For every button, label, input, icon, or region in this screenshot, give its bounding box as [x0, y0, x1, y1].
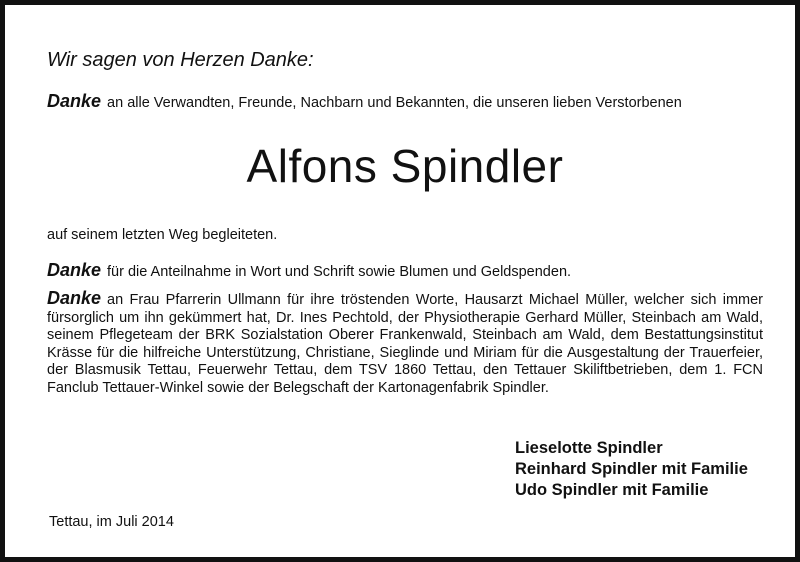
deceased-name: Alfons Spindler — [246, 140, 564, 192]
thanks-sympathy-line — [47, 260, 571, 281]
danke-keyword: Danke — [47, 260, 102, 280]
signer-name: Reinhard Spindler mit Familie — [515, 460, 748, 478]
thanks-people-text: an Frau Pfarrerin Ullmann für ihre tröstenden Worte, Hausarzt Michael Müller, welcher sich immer fürsorglich um ihn gekümmert hat, Dr. Ines Pechtold, der Physiotherapie Gerhard Müller, Steinbach am Wald, seinem Pflegeteam der BRK Sozialstation Oberer Frankenwald, Steinbach am Wald, dem Bestattungsinstitut Krässe für die hilfreiche Unterstützung, Christiane, Sieglinde und Miriam für die Ausgestaltung der Trauerfeier, der Blasmusik Tettau, Feuerwehr Tettau, dem TSV 1860 Tettau, den Tettauer Skiliftbetrieben, dem 1. FCN Fanclub Tettauer-Winkel sowie der Belegschaft der Kartonagenfabrik Spindler. — [47, 292, 763, 396]
notice-heading: Wir sagen von Herzen Danke: — [47, 49, 314, 71]
danke-keyword: Danke — [47, 288, 102, 308]
thanks-sympathy-text: für die Anteilnahme in Wort und Schrift sowie Blumen und Geldspenden. — [107, 264, 572, 280]
thanks-relatives-text: an alle Verwandten, Freunde, Nachbarn und Bekannten, die unseren lieben Verstorbenen — [107, 95, 682, 111]
last-way-line: auf seinem letzten Weg begleiteten. — [47, 227, 278, 243]
signers-block — [515, 438, 748, 501]
place-date: Tettau, im Juli 2014 — [49, 514, 174, 530]
signer-name: Udo Spindler mit Familie — [515, 481, 709, 499]
thanks-relatives-line — [47, 91, 682, 112]
signer-name: Lieselotte Spindler — [515, 439, 663, 457]
danke-keyword: Danke — [47, 91, 102, 111]
thanks-people-paragraph — [47, 290, 763, 398]
